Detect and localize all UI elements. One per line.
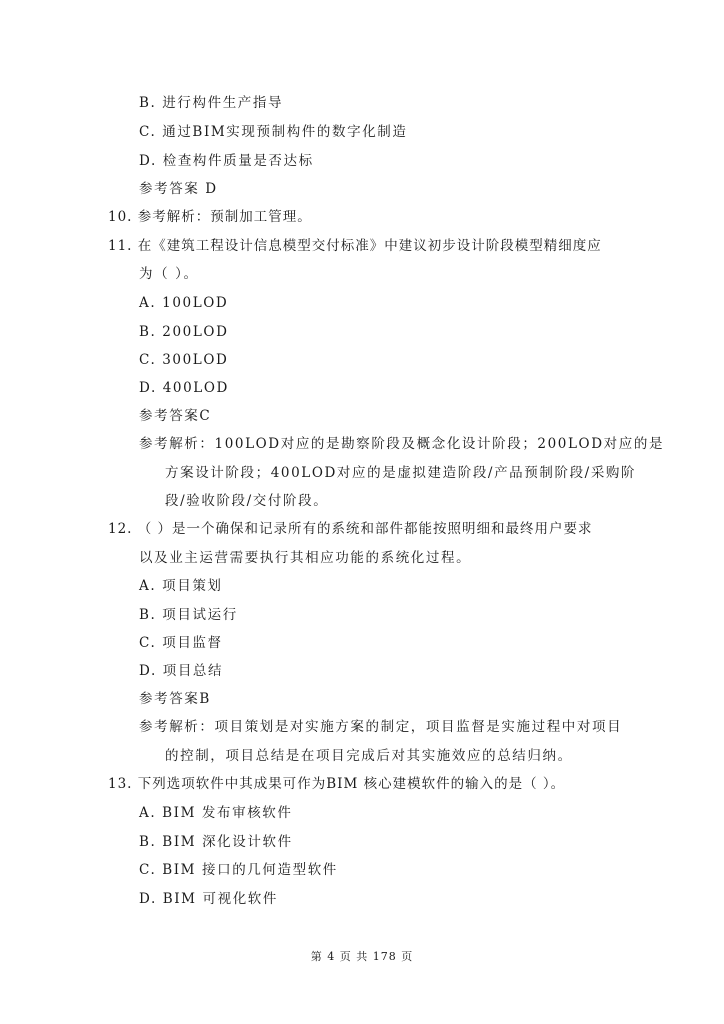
option-b-q11: B. 200LOD: [139, 324, 229, 340]
option-c-q12: C. 项目监督: [139, 635, 223, 651]
question-12-line-2: 以及业主运营需要执行其相应功能的系统化过程。: [139, 550, 472, 566]
explanation-q11-line-1: 参考解析：100LOD对应的是勘察阶段及概念化设计阶段；200LOD对应的是: [139, 436, 665, 452]
option-a-q13: A. BIM 发布审核软件: [139, 805, 293, 821]
explanation-q10: 10. 参考解析：预制加工管理。: [108, 209, 312, 225]
option-d-q11: D. 400LOD: [139, 380, 229, 396]
answer-q12: 参考答案B: [139, 691, 211, 707]
option-c-q13: C. BIM 接口的几何造型软件: [139, 862, 338, 878]
option-b-q12: B. 项目试运行: [139, 607, 238, 623]
explanation-q12-line-1: 参考解析：项目策划是对实施方案的制定，项目监督是实施过程中对项目: [139, 719, 623, 735]
question-12-line-1: 12. （ ）是一个确保和记录所有的系统和部件都能按照明细和最终用户要求: [108, 521, 593, 537]
explanation-q11-line-2: 方案设计阶段；400LOD对应的是虚拟建造阶段/产品预制阶段/采购阶: [165, 465, 637, 481]
answer-q11: 参考答案C: [139, 408, 212, 424]
explanation-q11-line-3: 段/验收阶段/交付阶段。: [165, 493, 329, 509]
question-11-line-2: 为（ ）。: [139, 266, 199, 282]
page-footer: 第 4 页 共 178 页: [310, 950, 414, 963]
option-b-q13: B. BIM 深化设计软件: [139, 834, 293, 850]
option-d-q9: D. 检查构件质量是否达标: [139, 153, 314, 169]
option-a-q12: A. 项目策划: [139, 578, 223, 594]
question-13: 13. 下列选项软件中其成果可作为BIM 核心建模软件的输入的是（ ）。: [108, 776, 566, 792]
question-11-line-1: 11. 在《建筑工程设计信息模型交付标准》中建议初步设计阶段模型精细度应: [108, 238, 602, 254]
explanation-q12-line-2: 的控制，项目总结是在项目完成后对其实施效应的总结归纳。: [165, 748, 573, 764]
option-b-q9: B. 进行构件生产指导: [139, 95, 284, 111]
option-d-q13: D. BIM 可视化软件: [139, 891, 278, 907]
option-c-q9: C. 通过BIM实现预制构件的数字化制造: [139, 124, 408, 140]
option-d-q12: D. 项目总结: [139, 663, 224, 679]
option-c-q11: C. 300LOD: [139, 352, 229, 368]
option-a-q11: A. 100LOD: [139, 295, 229, 311]
answer-q9: 参考答案 D: [139, 181, 218, 197]
